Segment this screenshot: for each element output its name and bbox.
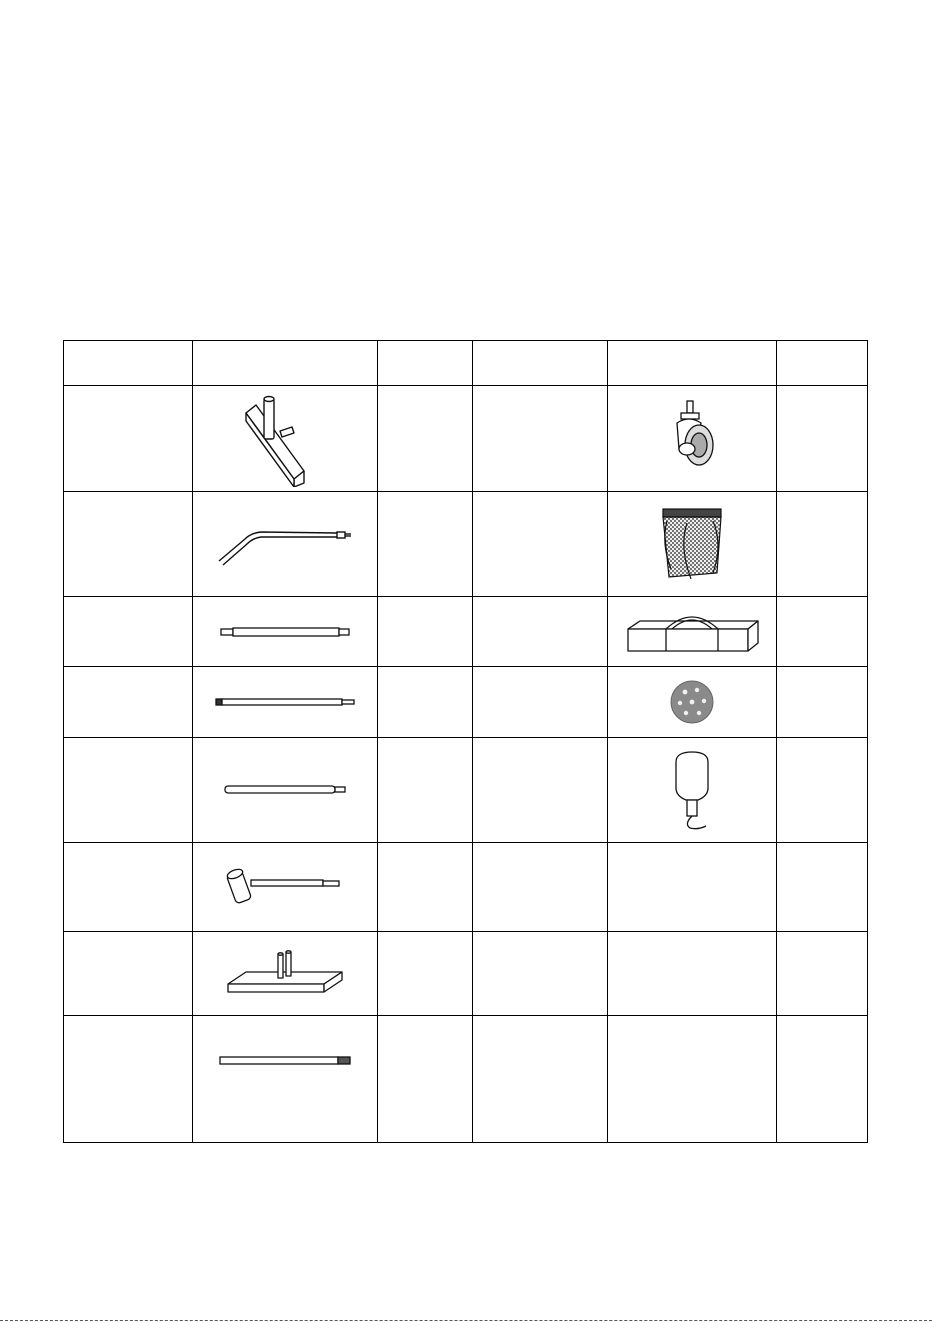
- accessory-image-cell: [608, 597, 777, 667]
- quantity-cell: [378, 492, 473, 597]
- accessory-quantity-cell: [777, 667, 868, 738]
- accessory-image-cell: [608, 386, 777, 492]
- table-row: [64, 492, 868, 597]
- carry-bag-icon: [622, 607, 762, 657]
- accessory-label-cell: [473, 1016, 608, 1143]
- part-image-cell: [193, 492, 378, 597]
- accessory-label-cell: [473, 843, 608, 932]
- part-label-cell: [64, 738, 193, 843]
- t-connector-tube-icon: [225, 864, 345, 910]
- caster-wheel-icon: [667, 399, 717, 479]
- table-row: [64, 386, 868, 492]
- table-header-row: [64, 341, 868, 386]
- accessory-image-cell: [608, 932, 777, 1016]
- header-cell: [473, 341, 608, 386]
- part-image-cell: [193, 667, 378, 738]
- page-bottom-divider: [0, 1320, 932, 1321]
- part-image-cell: [193, 932, 378, 1016]
- table-row: [64, 843, 868, 932]
- accessory-quantity-cell: [777, 738, 868, 843]
- part-image-cell: [193, 386, 378, 492]
- quantity-cell: [378, 1016, 473, 1143]
- parts-table: [63, 340, 868, 1143]
- accessory-image-cell: [608, 1016, 777, 1143]
- quantity-cell: [378, 843, 473, 932]
- quantity-cell: [378, 932, 473, 1016]
- table-row: [64, 667, 868, 738]
- paddle-icon: [668, 748, 716, 832]
- header-cell: [608, 341, 777, 386]
- accessory-quantity-cell: [777, 386, 868, 492]
- part-image-cell: [193, 843, 378, 932]
- bent-pole-icon: [215, 519, 355, 569]
- part-label-cell: [64, 667, 193, 738]
- quantity-cell: [378, 597, 473, 667]
- net-icon: [657, 503, 727, 585]
- accessory-label-cell: [473, 932, 608, 1016]
- accessory-label-cell: [473, 667, 608, 738]
- table-row: [64, 1016, 868, 1143]
- accessory-image-cell: [608, 738, 777, 843]
- accessory-image-cell: [608, 492, 777, 597]
- accessory-label-cell: [473, 738, 608, 843]
- accessory-image-cell: [608, 667, 777, 738]
- quantity-cell: [378, 386, 473, 492]
- header-cell: [193, 341, 378, 386]
- pickleball-icon: [668, 678, 716, 726]
- header-cell: [777, 341, 868, 386]
- base-foot-with-post-icon: [240, 391, 330, 487]
- part-image-cell: [193, 597, 378, 667]
- header-cell: [378, 341, 473, 386]
- table-row: [64, 932, 868, 1016]
- table-row: [64, 597, 868, 667]
- table-row: [64, 738, 868, 843]
- part-label-cell: [64, 932, 193, 1016]
- part-label-cell: [64, 386, 193, 492]
- connector-pole-icon: [222, 783, 348, 797]
- quantity-cell: [378, 738, 473, 843]
- accessory-quantity-cell: [777, 597, 868, 667]
- accessory-quantity-cell: [777, 843, 868, 932]
- part-label-cell: [64, 492, 193, 597]
- part-label-cell: [64, 1016, 193, 1143]
- short-pole-icon: [217, 625, 353, 639]
- accessory-quantity-cell: [777, 932, 868, 1016]
- part-image-cell: [193, 1016, 378, 1143]
- medium-pole-icon: [214, 695, 356, 709]
- part-label-cell: [64, 597, 193, 667]
- long-pole-icon: [217, 1054, 353, 1068]
- accessory-label-cell: [473, 492, 608, 597]
- accessory-label-cell: [473, 597, 608, 667]
- part-image-cell: [193, 738, 378, 843]
- part-label-cell: [64, 843, 193, 932]
- quantity-cell: [378, 667, 473, 738]
- accessory-label-cell: [473, 386, 608, 492]
- accessory-quantity-cell: [777, 492, 868, 597]
- accessory-quantity-cell: [777, 1016, 868, 1143]
- base-plank-with-posts-icon: [224, 948, 346, 1000]
- accessory-image-cell: [608, 843, 777, 932]
- header-cell: [64, 341, 193, 386]
